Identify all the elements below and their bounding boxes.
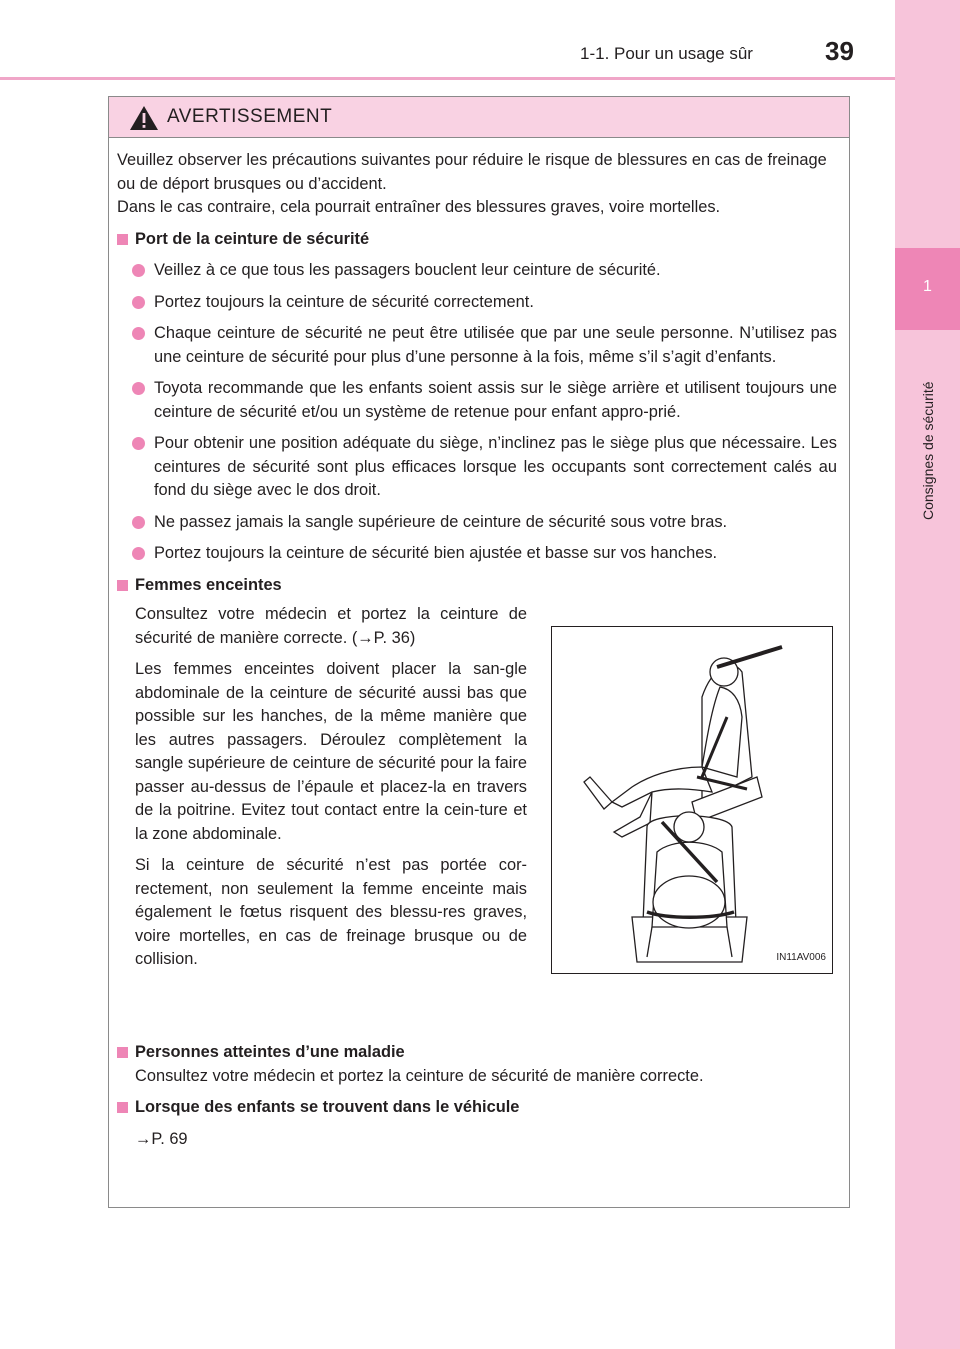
warning-box xyxy=(108,96,850,1208)
warning-header xyxy=(109,97,849,138)
children-reference: →P. 69 xyxy=(135,1129,188,1148)
section-heading-illness: Personnes atteintes d’une maladie xyxy=(117,1041,837,1065)
section-heading-children: Lorsque des enfants se trouvent dans le véhicule xyxy=(117,1096,837,1120)
section-heading-pregnant: Femmes enceintes xyxy=(117,574,837,598)
list-item: Toyota recommande que les enfants soient assis sur le siège arrière et utilisent toujours une ceinture de sécurité et/ou un système de retenue pour enfant appro-prié. xyxy=(132,377,837,424)
list-item: Ne passez jamais la sangle supérieure de ceinture de sécurité sous votre bras. xyxy=(132,511,837,535)
section-title: 1-1. Pour un usage sûr xyxy=(580,44,753,63)
warning-triangle-icon xyxy=(129,105,159,131)
illness-text: Consultez votre médecin et portez la ceinture de sécurité de manière correcte. xyxy=(135,1066,704,1085)
section-heading-seatbelt: Port de la ceinture de sécurité xyxy=(117,228,837,252)
header-rule xyxy=(0,77,895,80)
pregnant-text xyxy=(135,603,527,972)
chapter-label-text: Consignes de sécurité xyxy=(920,381,936,520)
seatbelt-illustration xyxy=(551,626,833,974)
chapter-label xyxy=(918,340,938,520)
list-item: Portez toujours la ceinture de sécurité correctement. xyxy=(132,291,837,315)
list-item: Pour obtenir une position adéquate du siège, n’inclinez pas le siège plus que nécessaire. Les ceintures de sécurité sont plus efficaces lorsque les occupants sont correctement calés au fond du siège avec le dos droit. xyxy=(132,432,837,503)
chapter-number: 1 xyxy=(923,278,932,295)
pregnant-paragraph-3: Si la ceinture de sécurité n’est pas portée cor-rectement, non seulement la femme enceinte mais également le fœtus risquent des blessu-res graves, voire mortelles, en cas de freinage brusque ou de collision. xyxy=(135,856,527,968)
warning-title: AVERTISSEMENT xyxy=(167,106,333,127)
pregnant-paragraph-1: Consultez votre médecin et portez la ceinture de sécurité de manière correcte. (→P. 36) xyxy=(135,605,527,647)
pregnant-section xyxy=(117,603,837,1033)
pregnant-paragraph-2: Les femmes enceintes doivent placer la san-gle abdominale de la ceinture de sécurité aussi bas que possible sur les hanches, de la même manière que les autres passagers. Déroulez complètement la sangle supérieure de ceinture de sécurité pour la faire passer au-dessus de l’épaule et placez-la en travers de la poitrine. Evitez tout contact entre la cein-ture et la zone abdominale. xyxy=(135,660,527,843)
figure-code: IN11AV006 xyxy=(776,951,826,963)
side-tab-strip xyxy=(895,0,960,1349)
list-item: Portez toujours la ceinture de sécurité bien ajustée et basse sur vos hanches. xyxy=(132,542,837,566)
warning-content xyxy=(117,149,837,1151)
list-item: Chaque ceinture de sécurité ne peut être utilisée que par une seule personne. N’utilisez pas une ceinture de sécurité pour plus d’une personne à la fois, même s’il s’agit d’enfants. xyxy=(132,322,837,369)
page-number: 39 xyxy=(825,36,854,66)
list-item: Veillez à ce que tous les passagers bouclent leur ceinture de sécurité. xyxy=(132,259,837,283)
pregnant-seatbelt-drawing xyxy=(552,627,832,973)
intro-text-2: Dans le cas contraire, cela pourrait entraîner des blessures graves, voire mortelles. xyxy=(117,198,721,216)
intro-text-1: Veuillez observer les précautions suivantes pour réduire le risque de blessures en cas de freinage ou de déport brusques ou d’accident. xyxy=(117,151,827,193)
